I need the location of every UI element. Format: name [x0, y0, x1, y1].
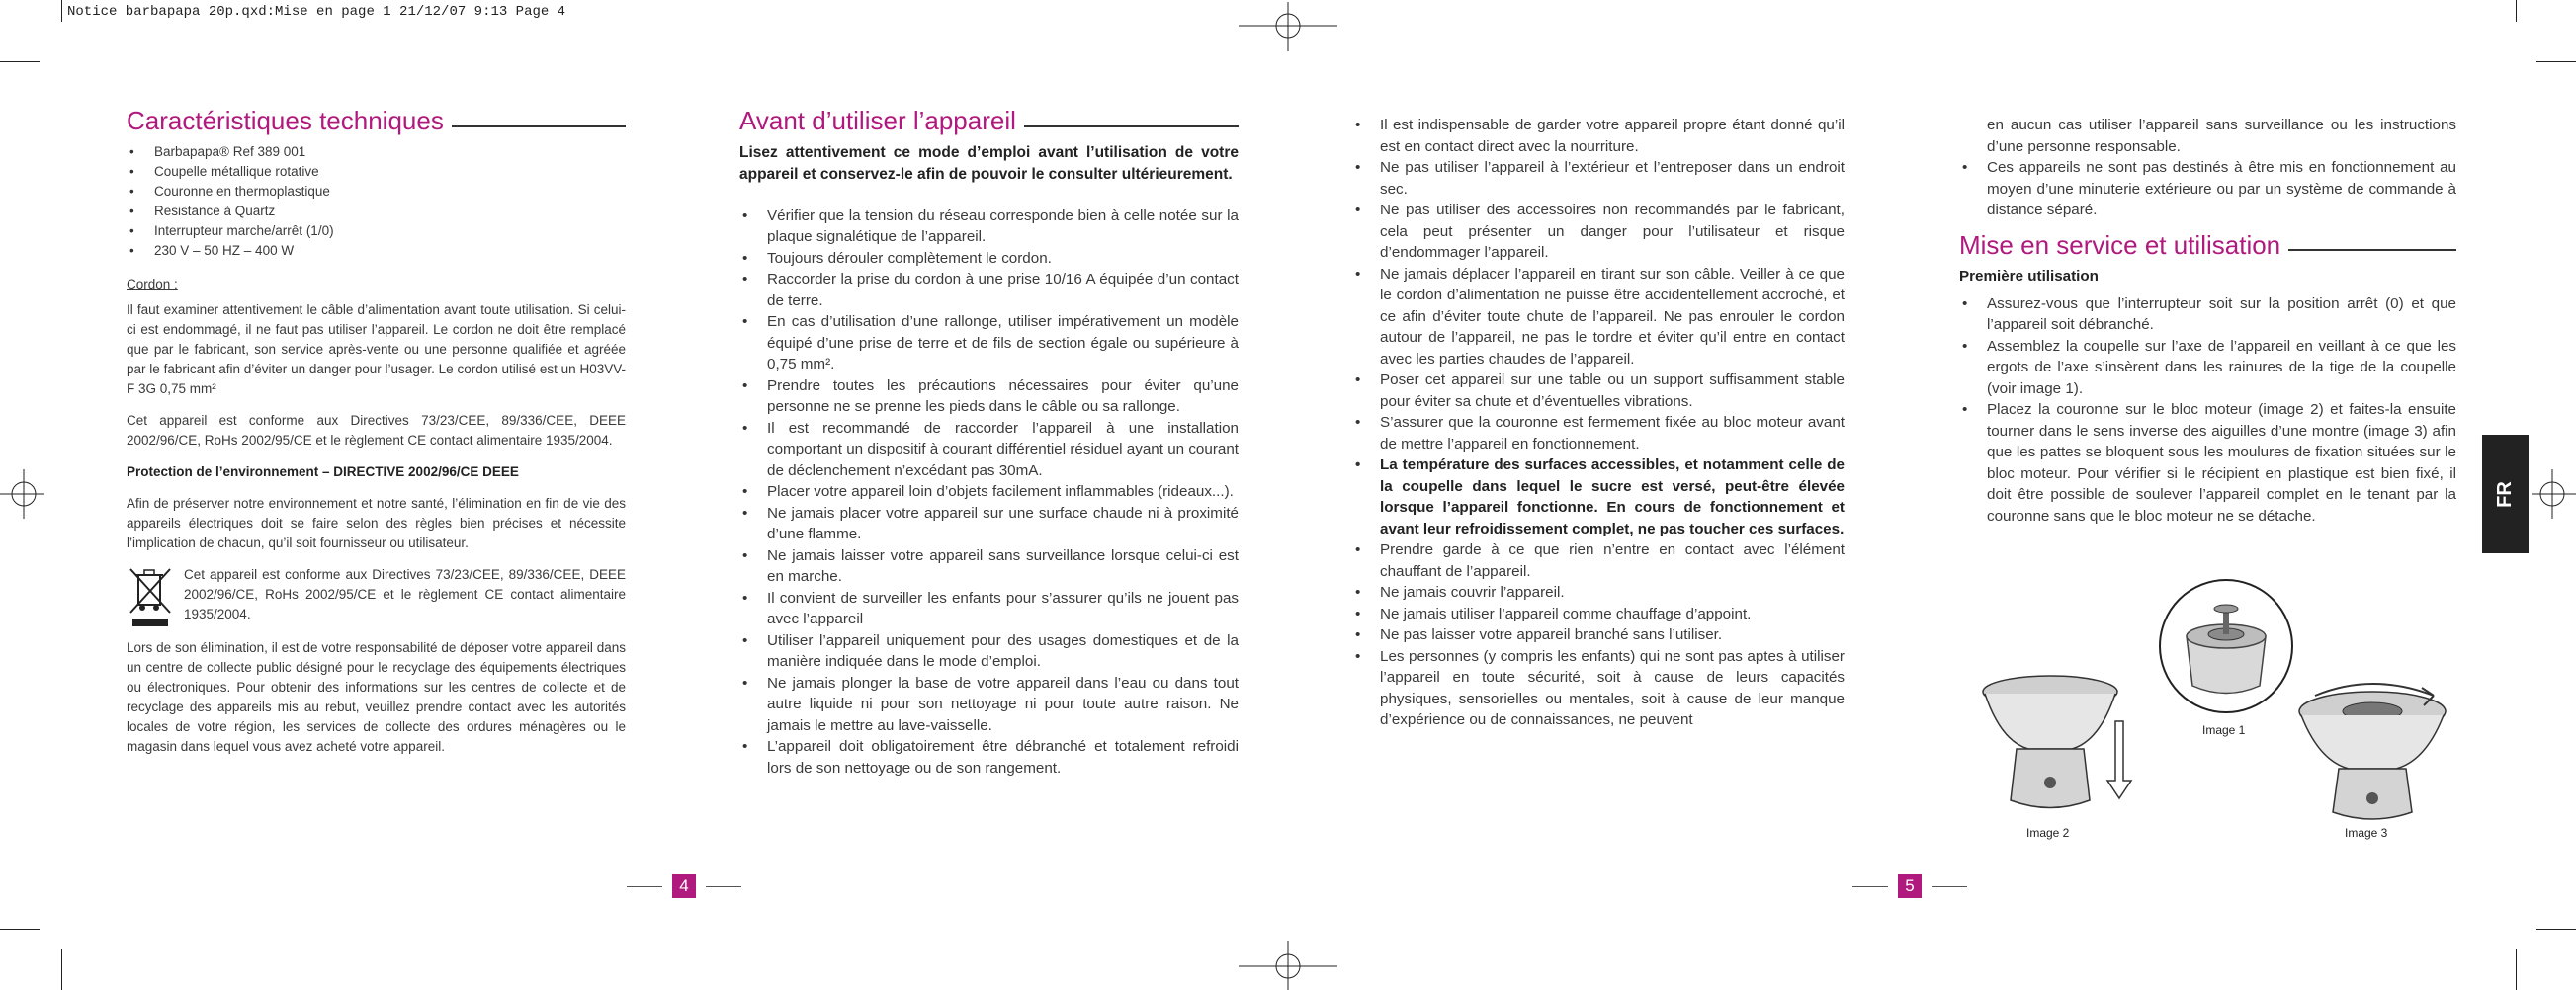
remote-note-list [1959, 157, 2456, 221]
disposal-paragraph: Lors de son élimination, il est de votre responsabilité de déposer votre appareil dans un centre de collecte public désigné pour le recyclage des équipements électriques ou électroniques. Pour obtenir des informations sur les centres de collecte et de recyclage des appareils mis au rebut, veuillez prendre contact avec les autorités locales de votre région, les services de collecte des ordures ménagères ou le magasin dans lequel vous avez acheté votre appareil. [127, 639, 626, 754]
before-use-section [739, 106, 1239, 779]
safety-continued-section [1352, 115, 1845, 731]
list-item: • Toujours dérouler complètement le cordon. [767, 248, 1239, 270]
environment-heading: Protection de l’environnement – DIRECTIVE 2002/96/CE DEEE [127, 463, 519, 479]
crop-mark [61, 0, 62, 22]
list-item: • Interrupteur marche/arrêt (1/0) [154, 221, 626, 241]
section-title: Caractéristiques techniques [127, 111, 626, 132]
subsection-title: Première utilisation [1959, 268, 2099, 285]
list-item: • Prendre garde à ce que rien n’entre en contact avec l’élément chauffant de l’appareil. [1380, 539, 1845, 582]
safety-list [739, 206, 1239, 780]
machine-illustration-image-3 [2295, 682, 2463, 824]
list-item: • Couronne en thermoplastique [154, 182, 626, 202]
list-item: • Ne pas utiliser l’appareil à l’extérieur et l’entreposer dans un endroit sec. [1380, 157, 1845, 200]
image-caption: Image 1 [2202, 723, 2246, 737]
list-item: • Il est recommandé de raccorder l’appareil à une installation comportant un dispositif à courant différentiel résiduel ayant un courant de déclenchement n’excédant pas 30mA. [767, 418, 1239, 482]
list-item: • Coupelle métallique rotative [154, 162, 626, 182]
file-slug: Notice barbapapa 20p.qxd:Mise en page 1 21/12/07 9:13 Page 4 [67, 4, 566, 20]
weee-text: Cet appareil est conforme aux Directives 73/23/CEE, 89/336/CEE, DEEE 2002/96/CE, RoHs 2002/95/CE et le règlement CE contact alimentaire 1935/2004. [184, 566, 626, 621]
list-item: • Utiliser l’appareil uniquement pour des usages domestiques et de la manière indiquée dans le mode d’emploi. [767, 630, 1239, 673]
environment-paragraph: Afin de préserver notre environnement et notre santé, l’élimination en fin de vie des appareils électriques doit se faire selon des règles bien précises et nécessite l’implication de chacun, qu’il soit fournisseur ou utilisateur. [127, 495, 626, 550]
page-number-right: 5 [1843, 874, 1977, 898]
list-item: • Les personnes (y compris les enfants) qui ne sont pas aptes à utiliser l’appareil en toute sécurité, soit à cause de leurs capacités physiques, sensorielles ou mentales, soit à cause de leur manque d’expérience ou de connaissances, ne peuvent [1380, 646, 1845, 731]
list-item: • Ne jamais plonger la base de votre appareil dans l’eau ou dans tout autre liquide ni pour son nettoyage ni pour toute autre raison. Ne jamais le mettre au lave-vaisselle. [767, 673, 1239, 737]
crop-mark [0, 61, 40, 62]
list-item: • Ne jamais déplacer l’appareil en tirant sur son câble. Veiller à ce que le cordon d’alimentation ne puisse être accidentellement accroché, et ce afin d’éviter toute chute de l’appareil. Ne pas enrouler le cordon autour de l’appareil, ne pas le tordre et éviter qu’il entre en contact avec les parties chaudes de l’appareil. [1380, 264, 1845, 371]
registration-mark-icon [1239, 2, 1337, 51]
crop-mark [2516, 0, 2517, 22]
list-item: • Barbapapa® Ref 389 001 [154, 142, 626, 162]
language-tab: FR [2482, 435, 2529, 553]
setup-section [1959, 115, 2456, 527]
list-item: • Prendre toutes les précautions nécessaires pour éviter qu’une personne ne se prenne les pieds dans le câble ou sa rallonge. [767, 375, 1239, 418]
list-item: • Assemblez la coupelle sur l’axe de l’appareil en veillant à ce que les ergots de l’axe s’insèrent dans les rainures de la tige de la coupelle (voir image 1). [1987, 336, 2456, 400]
list-item: • Placez la couronne sur le bloc moteur (image 2) et faites-la ensuite tourner dans le sens inverse des aiguilles d’une montre (image 3) afin que les pattes se bloquent sous les moulures de fixation situées sur le bloc moteur. Pour vérifier si le récipient en plastique est bien fixé, il doit être possible de soulever l’appareil complet en le tenant par la couronne sans que le bloc moteur ne se détache. [1987, 399, 2456, 527]
page-number-left: 4 [617, 874, 751, 898]
crop-mark [2536, 61, 2576, 62]
machine-illustration-image-2 [1981, 672, 2139, 820]
cordon-paragraph: Il faut examiner attentivement le câble d’alimentation avant toute utilisation. Si celui-ci est endommagé, il ne faut pas utiliser l’appareil. Le cordon ne doit être remplacé que par le fabricant, son service après-vente ou une personne qualifiée et agréée par le fabricant afin d’éviter un danger pour l’usager. Le cordon utilisé est un H03VV-F 3G 0,75 mm² [127, 301, 626, 396]
list-item: • Raccorder la prise du cordon à une prise 10/16 A équipée d’un contact de terre. [767, 269, 1239, 311]
intro-paragraph: Lisez attentivement ce mode d’emploi avant l’utilisation de votre appareil et conservez-le afin de pouvoir le consulter ultérieurement. [739, 143, 1239, 183]
registration-mark-icon [0, 464, 44, 524]
list-item: • Poser cet appareil sur une table ou un support suffisamment stable pour éviter sa chute et d’éventuelles vibrations. [1380, 370, 1845, 412]
list-item: • Assurez-vous que l’interrupteur soit sur la position arrêt (0) et que l’appareil soit débranché. [1987, 293, 2456, 336]
list-item: • Il convient de surveiller les enfants pour s’assurer qu’ils ne jouent pas avec l’appareil [767, 588, 1239, 630]
list-item: • Ne jamais placer votre appareil sur une surface chaude ni à proximité d’une flamme. [767, 503, 1239, 545]
image-caption: Image 2 [2026, 826, 2070, 840]
section-title: Mise en service et utilisation [1959, 235, 2456, 257]
registration-mark-icon [2532, 464, 2576, 524]
registration-mark-icon [1239, 941, 1337, 990]
list-item: • Ne jamais couvrir l’appareil. [1380, 582, 1845, 604]
list-item: • Placer votre appareil loin d’objets facilement inflammables (rideaux...). [767, 481, 1239, 503]
list-item: • Ne pas laisser votre appareil branché sans l’utiliser. [1380, 624, 1845, 646]
list-item: • Ne jamais utiliser l’appareil comme chauffage d’appoint. [1380, 604, 1845, 625]
list-item: • S’assurer que la couronne est fermement fixée au bloc moteur avant de mettre l’appareil en fonctionnement. [1380, 412, 1845, 454]
safety-list-continued [1352, 115, 1845, 731]
weee-block [127, 565, 626, 628]
crossed-bin-icon [127, 565, 174, 628]
list-item: • La température des surfaces accessibles, et notamment celle de la coupelle dans lequel le sucre est versé, peut-être élevée lorsque l’appareil fonctionne. En cours de fonctionnement et avant leur refroidissement complet, ne pas toucher ces surfaces. [1380, 454, 1845, 539]
list-item: • Vérifier que la tension du réseau corresponde bien à celle notée sur la plaque signalétique de l’appareil. [767, 206, 1239, 248]
crop-mark [2536, 929, 2576, 930]
crop-mark [2516, 949, 2517, 990]
crop-mark [61, 949, 62, 990]
list-item: • 230 V – 50 HZ – 400 W [154, 241, 626, 261]
image-caption: Image 3 [2345, 826, 2388, 840]
crop-mark [0, 929, 40, 930]
list-item: • En cas d’utilisation d’une rallonge, utiliser impérativement un modèle équipé d’une prise de terre et de fils de section égale ou supérieure à 0,75 mm². [767, 311, 1239, 375]
technical-specs-section [127, 106, 626, 769]
conformity-paragraph: Cet appareil est conforme aux Directives 73/23/CEE, 89/336/CEE, DEEE 2002/96/CE, RoHs 2002/95/CE et le règlement CE contact alimentaire 1935/2004. [127, 412, 626, 448]
setup-steps-list [1959, 293, 2456, 528]
list-item: • Il est indispensable de garder votre appareil propre étant donné qu’il est en contact direct avec la nourriture. [1380, 115, 1845, 157]
cordon-heading: Cordon : [127, 276, 178, 291]
specs-list [127, 142, 626, 261]
section-title: Avant d’utiliser l’appareil [739, 111, 1239, 132]
list-item: • Ne pas utiliser des accessoires non recommandés par le fabricant, cela peut présenter un danger pour l’utilisateur et risque d’endommager l’appareil. [1380, 200, 1845, 264]
machine-illustration-image-1 [2157, 577, 2295, 715]
continued-paragraph: en aucun cas utiliser l’appareil sans surveillance ou les instructions d’une personne responsable. [1987, 117, 2456, 155]
list-item: • Ne jamais laisser votre appareil sans surveillance lorsque celui-ci est en marche. [767, 545, 1239, 588]
list-item: • Ces appareils ne sont pas destinés à être mis en fonctionnement au moyen d’une minuterie extérieure ou par un système de commande à distance séparé. [1987, 157, 2456, 221]
list-item: • L’appareil doit obligatoirement être débranché et totalement refroidi lors de son nettoyage ou de son rangement. [767, 736, 1239, 779]
list-item: • Resistance à Quartz [154, 202, 626, 221]
